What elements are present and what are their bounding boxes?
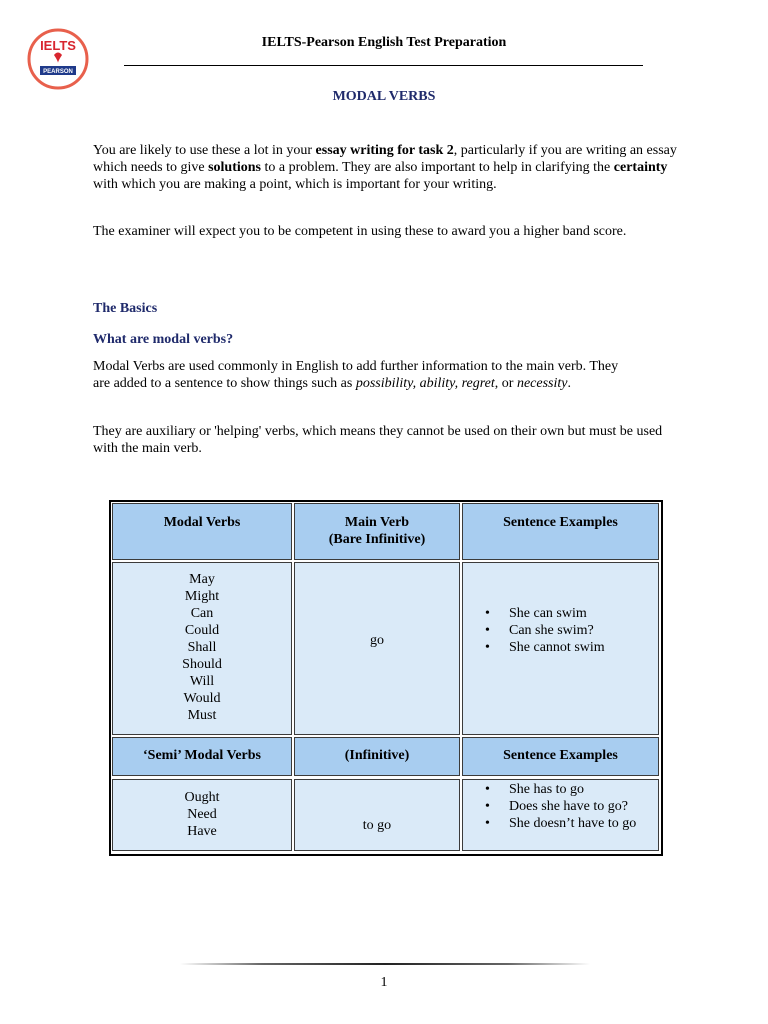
sentence-example-item: • She doesn’t have to go [485,815,658,832]
semi-modal-verb-item: Need [187,807,217,822]
document-title: MODAL VERBS [332,89,436,104]
p1-bold-solutions: solutions [208,160,262,175]
semi-modal-verbs-list [113,780,291,840]
logo-ielts-text: IELTS [40,38,76,53]
header-main-verb-text: Main Verb [344,515,410,530]
infinitive-to-go: to go [362,818,392,833]
sentence-example-item: • She cannot swim [485,639,658,656]
sentence-example-item: • Does she have to go? [485,798,658,815]
modal-verb-item: Must [187,708,217,723]
header-title-text: IELTS-Pearson English Test Preparation [261,35,507,50]
main-verb-cell [294,562,460,735]
p1-text-g: with which you are making a point, which is important for your writing. [93,177,497,192]
p3-italic-list: possibility, ability, regret [355,376,495,391]
modal-verb-item: Should [182,657,222,672]
page-number: 1 [380,975,388,990]
basics-paragraph-2: They are auxiliary or 'helping' verbs, which means they cannot be used on their own but must be used with the main verb. [93,424,663,456]
p3-italic-necessity: necessity [516,376,568,391]
p1-text-c: , particularly if you are writing an essay which needs to give [93,143,677,175]
header-divider [124,65,643,66]
sentence-examples-list [463,563,658,656]
modal-verb-item: Can [190,606,214,621]
infinitive-cell [294,779,460,851]
p1-bold-certainty: certainty [613,160,668,175]
p3-text-c: , or [494,376,517,391]
modal-verb-item: Could [184,623,220,638]
p1-text-e: to a problem. They are also important to help in clarifying the [261,160,614,175]
sentence-example-item: • Can she swim? [485,622,658,639]
table-header-main-verb [294,503,460,560]
modal-verbs-cell [112,562,292,735]
table-header-sentence-examples-2 [462,737,659,776]
intro-paragraph-1 [93,142,679,193]
modal-verb-item: Might [184,589,220,604]
sentence-examples-list-2 [463,780,658,832]
table-header-semi-modal-verbs [112,737,292,776]
basics-paragraph-1 [93,358,623,392]
modal-verbs-table [109,500,663,856]
modal-verbs-list [113,563,291,724]
header-infinitive-text: (Infinitive) [344,748,410,763]
semi-modal-verb-item: Have [187,824,217,839]
header-modal-verbs-text: Modal Verbs [163,515,241,530]
intro-paragraph-2: The examiner will expect you to be competent in using these to award you a higher band score. [93,224,627,239]
table-header-modal-verbs [112,503,292,560]
table-header-sentence-examples [462,503,659,560]
section-heading-basics: The Basics [93,301,158,316]
sentence-examples-cell [462,562,659,735]
p3-text-a: Modal Verbs are used commonly in English to add further information to the main verb. They are added to a sentence to show things such as [93,359,619,391]
header-sentence-examples-text: Sentence Examples [503,515,618,530]
p1-bold-essay: essay writing for task 2 [315,143,454,158]
header-bare-infinitive-text: (Bare Infinitive) [328,532,426,547]
p3-text-e: . [567,376,571,391]
semi-modal-verb-item: Ought [184,790,220,805]
logo-pearson-text: PEARSON [43,69,73,75]
header-semi-modal-text: ‘Semi’ Modal Verbs [143,748,261,763]
modal-verb-item: May [189,572,215,587]
header-sentence-examples-2-text: Sentence Examples [503,748,618,763]
footer-divider [180,963,590,965]
header-title [0,35,768,51]
sentence-examples-cell-2 [462,779,659,851]
main-verb-go: go [370,633,384,648]
semi-modal-verbs-cell [112,779,292,851]
sentence-example-item: • She has to go [485,781,658,798]
table-header-infinitive [294,737,460,776]
sentence-example-item: • She can swim [485,605,658,622]
modal-verb-item: Will [189,674,215,689]
subheading-what-are-modal-verbs: What are modal verbs? [93,332,234,347]
modal-verb-item: Shall [187,640,217,655]
p1-text-a: You are likely to use these a lot in your [93,143,316,158]
modal-verb-item: Would [183,691,221,706]
